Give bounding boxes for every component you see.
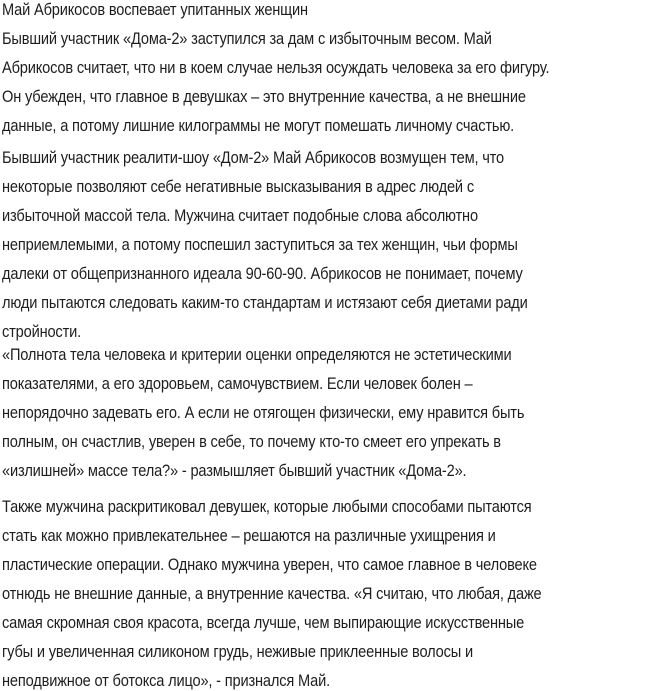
paragraph-line: самая скромная своя красота, всегда лучше, чем выпирающие искусственные	[2, 613, 525, 632]
paragraph-line: Бывший участник реалити-шоу «Дом-2» Май Абрикосов возмущен тем, что	[2, 148, 504, 167]
paragraph-line: «излишней» массе тела?» - размышляет бывший участник «Дома-2».	[2, 461, 467, 480]
paragraph-line: губы и увеличенная силиконом грудь, неживые приклеенные волосы и	[2, 642, 473, 661]
paragraph-line: неприемлемыми, а потому поспешил заступиться за тех женщин, чьи формы	[2, 235, 518, 254]
paragraph-line: неподвижное от ботокса лицо», - признался Май.	[2, 671, 331, 690]
paragraph-line: Он убежден, что главное в девушках – это внутренние качества, а не внешние	[2, 87, 526, 106]
paragraph-line: стать как можно привлекательнее – решаются на различные ухищрения и	[2, 526, 496, 545]
paragraph-line: непорядочно задевать его. А если не отягощен физически, ему нравится быть	[2, 403, 525, 422]
paragraph-line: Бывший участник «Дома-2» заступился за дам с избыточным весом. Май	[2, 29, 492, 48]
paragraph-line: Также мужчина раскритиковал девушек, которые любыми способами пытаются	[2, 497, 532, 516]
paragraph-line: некоторые позволяют себе негативные высказывания в адрес людей с	[2, 177, 474, 196]
paragraph-line: Абрикосов считает, что ни в коем случае нельзя осуждать человека за его фигуру.	[2, 58, 550, 77]
paragraph-line: «Полнота тела человека и критерии оценки определяются не эстетическими	[2, 345, 512, 364]
paragraph-line: избыточной массой тела. Мужчина считает подобные слова абсолютно	[2, 206, 478, 225]
article-title: Май Абрикосов воспевает упитанных женщин	[2, 0, 308, 19]
paragraph-line: пластические операции. Однако мужчина уверен, что самое главное в человеке	[2, 555, 537, 574]
paragraph-line: отнюдь не внешние данные, а внутренние качества. «Я считаю, что любая, даже	[2, 584, 542, 603]
paragraph-line: полным, он счастлив, уверен в себе, то почему кто-то смеет его упрекать в	[2, 432, 501, 451]
paragraph-line: показателями, а его здоровьем, самочувствием. Если человек болен –	[2, 374, 473, 393]
paragraph-line: данные, а потому лишние килограммы не могут помешать личному счастью.	[2, 116, 515, 135]
paragraph-line: далеки от общепризнанного идеала 90-60-90. Абрикосов не понимает, почему	[2, 264, 523, 283]
paragraph-line: стройности.	[2, 322, 81, 341]
paragraph-line: люди пытаются следовать каким-то стандартам и истязают себя диетами ради	[2, 293, 528, 312]
